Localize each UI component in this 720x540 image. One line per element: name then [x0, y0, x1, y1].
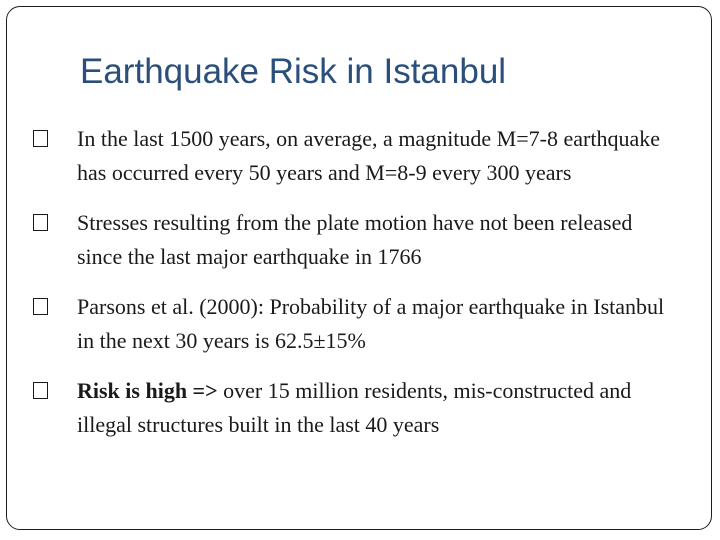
slide-title: Earthquake Risk in Istanbul — [80, 52, 507, 91]
bullet-bold-text: Risk is high => — [77, 378, 218, 403]
bullet-text: In the last 1500 years, on average, a magnitude M=7-8 earthquake has occurred every 50 years and M=8-9 every 300 years — [77, 126, 660, 185]
bullet-marker-icon — [33, 290, 53, 324]
bullet-item — [33, 122, 673, 190]
bullet-text: over 15 million residents, mis-constructed and illegal structures built in the last 40 years — [77, 378, 632, 437]
bullet-marker-icon — [33, 206, 53, 240]
bullet-item — [33, 374, 673, 442]
bullet-text: Parsons et al. (2000): Probability of a major earthquake in Istanbul in the next 30 years is 62.5±15% — [77, 294, 665, 353]
bullet-marker-icon — [33, 122, 53, 156]
bullet-item — [33, 290, 673, 358]
bullet-list — [33, 122, 673, 458]
bullet-marker-icon — [33, 374, 53, 408]
bullet-item — [33, 206, 673, 274]
bullet-text: Stresses resulting from the plate motion have not been released since the last major earthquake in 1766 — [77, 210, 633, 269]
